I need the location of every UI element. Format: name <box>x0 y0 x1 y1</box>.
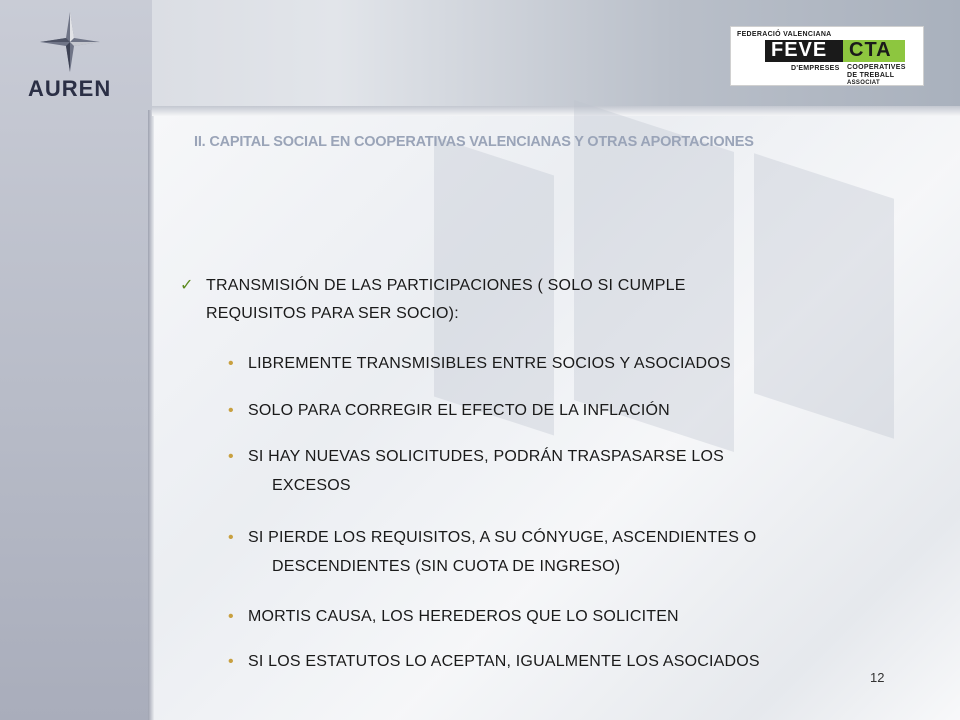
slide-title: II. CAPITAL SOCIAL EN COOPERATIVAS VALENCIANAS Y OTRAS APORTACIONES <box>194 134 754 150</box>
list-item-line1: LIBREMENTE TRANSMISIBLES ENTRE SOCIOS Y ASOCIADOS <box>248 355 731 372</box>
list-item-line1: SI PIERDE LOS REQUISITOS, A SU CÓNYUGE, ASCENDIENTES O <box>248 529 757 546</box>
star-compass-icon <box>40 12 100 72</box>
fevecta-logo <box>730 26 924 86</box>
main-item-line2: REQUISITOS PARA SER SOCIO): <box>206 305 459 322</box>
bullet-dot-icon: • <box>228 529 234 546</box>
fevecta-brand-right: CTA <box>849 39 892 61</box>
list-item <box>248 442 928 500</box>
list-item-line1: SI LOS ESTATUTOS LO ACEPTAN, IGUALMENTE LOS ASOCIADOS <box>248 653 760 670</box>
fevecta-line1: FEDERACIÓ VALENCIANA <box>737 31 832 38</box>
bullet-dot-icon: • <box>228 448 234 465</box>
list-item <box>248 602 928 631</box>
left-sidebar <box>0 0 152 720</box>
bullet-dot-icon: • <box>228 402 234 419</box>
bullet-dot-icon: • <box>228 653 234 670</box>
fevecta-line2: D'EMPRESES <box>791 65 840 72</box>
list-item <box>248 349 928 378</box>
list-item-line1: SI HAY NUEVAS SOLICITUDES, PODRÁN TRASPASARSE LOS <box>248 448 725 465</box>
header-shadow <box>152 106 960 116</box>
list-item-line2: EXCESOS <box>272 477 351 494</box>
bullet-dot-icon: • <box>228 608 234 625</box>
fevecta-line4: DE TREBALL <box>847 72 895 79</box>
list-item <box>248 396 928 425</box>
list-item <box>248 647 928 676</box>
auren-wordmark: AUREN <box>28 76 112 101</box>
list-item-line2: DESCENDIENTES (SIN CUOTA DE INGRESO) <box>272 558 621 575</box>
main-item <box>206 272 896 328</box>
page-number: 12 <box>870 670 885 685</box>
fevecta-line3: COOPERATIVES <box>847 64 906 71</box>
fevecta-line5: ASSOCIAT <box>847 80 880 86</box>
list-item-line1: SOLO PARA CORREGIR EL EFECTO DE LA INFLACIÓN <box>248 402 670 419</box>
list-item <box>248 523 928 581</box>
list-item-line1: MORTIS CAUSA, LOS HEREDEROS QUE LO SOLICITEN <box>248 608 679 625</box>
auren-logo <box>18 12 138 102</box>
checkmark-icon: ✓ <box>180 277 194 294</box>
bullet-dot-icon: • <box>228 355 234 372</box>
fevecta-brand-left: FEVE <box>771 39 828 61</box>
main-item-line1: TRANSMISIÓN DE LAS PARTICIPACIONES ( SOLO SI CUMPLE <box>206 277 686 294</box>
